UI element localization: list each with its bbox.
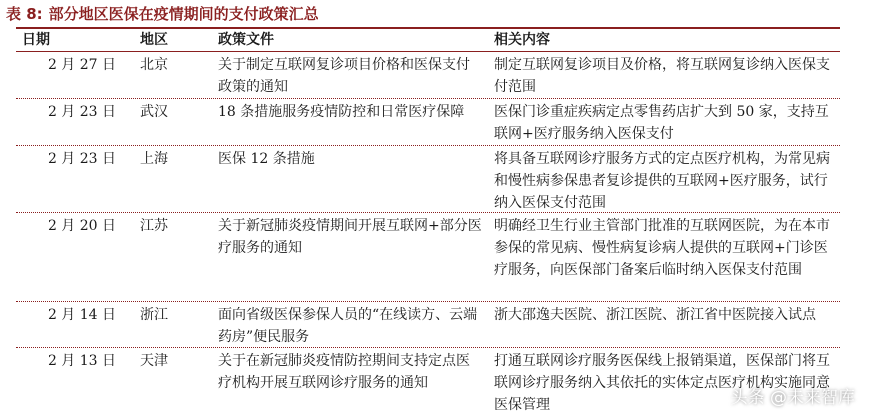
cell-document: 面向省级医保参保人员的“在线读方、云端药房”便民服务 [218,307,478,345]
cell-content: 医保门诊重症疾病定点零售药店扩大到 50 家，支持互联网+医疗服务纳入医保支付 [494,104,829,142]
table-number: 表 8: [6,5,43,23]
cell-document: 关于新冠肺炎疫情期间开展互联网+部分医疗服务的通知 [218,218,482,256]
policy-table [16,27,840,416]
cell-region: 浙江 [140,307,168,323]
header-date: 日期 [22,32,50,48]
table-header-row [16,29,840,52]
cell-content: 将具备互联网诊疗服务方式的定点医疗机构，为常见病和慢性病参保患者复诊提供的互联网+医疗服务，试行纳入医保支付范围 [494,151,830,211]
cell-region: 北京 [140,57,168,73]
cell-date: 2 月 14 日 [47,307,117,323]
cell-region: 上海 [140,151,168,167]
cell-content: 制定互联网复诊项目及价格，将互联网复诊纳入医保支付范围 [494,57,830,95]
table-row [16,213,840,302]
header-content: 相关内容 [494,32,550,48]
cell-date: 2 月 20 日 [47,218,117,234]
table-row [16,348,840,416]
cell-document: 关于在新冠肺炎疫情防控期间支持定点医疗机构开展互联网诊疗服务的通知 [218,353,470,391]
table-title: 部分地区医保在疫情期间的支付政策汇总 [48,5,319,23]
cell-document: 医保 12 条措施 [218,151,315,167]
table-row [16,146,840,213]
cell-date: 2 月 27 日 [47,57,117,73]
table-row [16,52,840,99]
cell-date: 2 月 13 日 [47,353,117,369]
header-region: 地区 [140,32,168,48]
cell-document: 关于制定互联网复诊项目价格和医保支付政策的通知 [218,57,470,95]
cell-content: 明确经卫生行业主管部门批准的互联网医院，为在本市参保的常见病、慢性病复诊病人提供的互联网+门诊医疗服务，向医保部门备案后临时纳入医保支付范围 [494,218,830,278]
cell-content: 浙大邵逸夫医院、浙江医院、浙江省中医院接入试点 [494,307,816,323]
table-row [16,99,840,146]
cell-region: 武汉 [140,104,168,120]
cell-content: 打通互联网诊疗服务医保线上报销渠道，医保部门将互联网诊疗服务纳入其依托的实体定点医疗机构实施同意医保管理 [494,353,830,413]
cell-document: 18 条措施服务疫情防控和日常医疗保障 [218,104,465,120]
cell-region: 江苏 [140,218,168,234]
table-caption [6,3,319,25]
header-document: 政策文件 [218,32,274,48]
cell-date: 2 月 23 日 [47,104,117,120]
cell-region: 天津 [140,353,168,369]
cell-date: 2 月 23 日 [47,151,117,167]
watermark-text: 头条 @未来智库 [730,388,855,408]
table-row [16,302,840,348]
